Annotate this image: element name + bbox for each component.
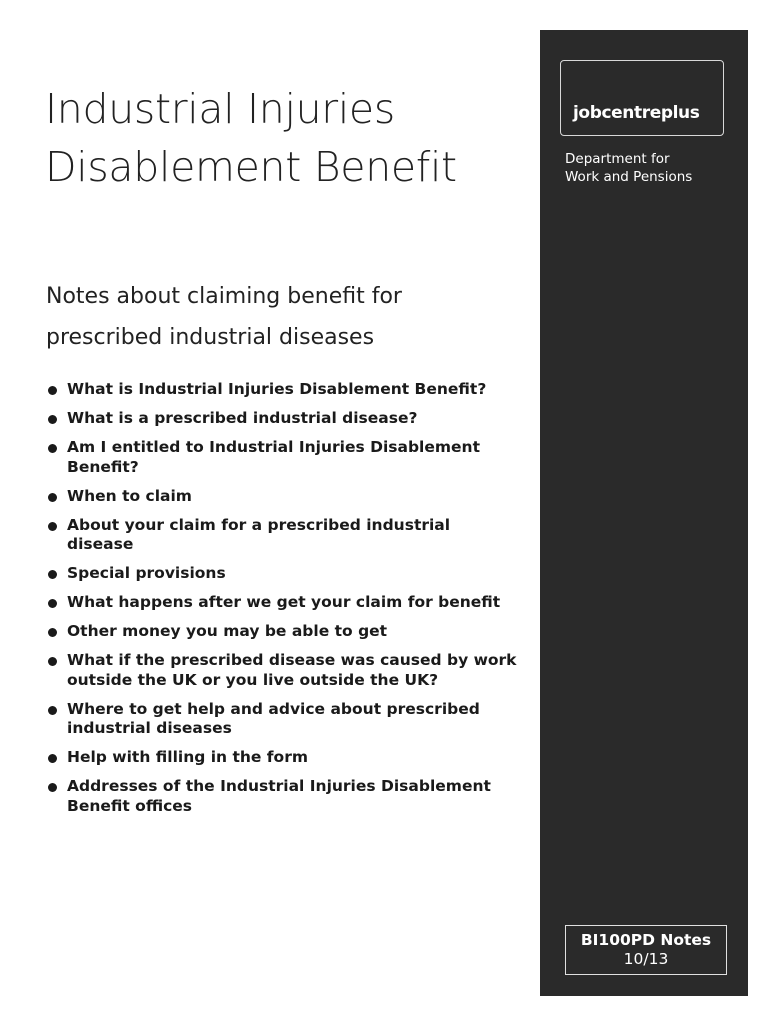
bullet-icon (48, 522, 57, 531)
contents-item (48, 622, 518, 642)
bullet-icon (48, 783, 57, 792)
contents-item-text: What is Industrial Injuries Disablement Benefit? (67, 380, 487, 398)
page-subtitle (46, 276, 516, 358)
contents-item (48, 651, 518, 690)
contents-item (48, 438, 518, 477)
bullet-icon (48, 706, 57, 715)
jobcentreplus-logo (560, 60, 724, 136)
contents-item (48, 409, 518, 429)
contents-item (48, 748, 518, 768)
contents-item-text: What is a prescribed industrial disease? (67, 409, 418, 427)
page-title (45, 80, 515, 196)
subtitle-line-2: prescribed industrial diseases (46, 325, 375, 350)
contents-item (48, 564, 518, 584)
contents-item-text: Where to get help and advice about prescribed industrial diseases (67, 699, 480, 737)
contents-item-text: Special provisions (67, 564, 226, 582)
bullet-icon (48, 599, 57, 608)
subtitle-line-1: Notes about claiming benefit for (46, 284, 402, 309)
contents-item-text: Other money you may be able to get (67, 622, 388, 640)
contents-item-text: When to claim (67, 486, 192, 505)
contents-item-text: What if the prescribed disease was caused by work outside the UK or you live outside the UK? (67, 651, 517, 689)
contents-item (48, 487, 518, 507)
contents-list (48, 380, 518, 826)
department-name (565, 150, 735, 186)
bullet-icon (48, 657, 57, 666)
title-line-2: Disablement Benefit (45, 143, 457, 191)
bullet-icon (48, 493, 57, 502)
contents-item (48, 516, 518, 555)
contents-item (48, 777, 518, 816)
sidebar (540, 30, 748, 996)
bullet-icon (48, 570, 57, 579)
contents-item-text: Am I entitled to Industrial Injuries Disablement Benefit? (67, 438, 480, 476)
bullet-icon (48, 628, 57, 637)
contents-item (48, 380, 518, 400)
title-line-1: Industrial Injuries (45, 85, 395, 133)
contents-item (48, 593, 518, 613)
department-line-1: Department for (565, 151, 670, 167)
logo-text: jobcentreplus (573, 103, 700, 123)
contents-item-text: Addresses of the Industrial Injuries Disablement Benefit offices (67, 777, 491, 815)
bullet-icon (48, 754, 57, 763)
contents-item-text: What happens after we get your claim for benefit (67, 593, 501, 611)
form-code-box (565, 925, 727, 975)
contents-item-text: About your claim for a prescribed industrial disease (67, 515, 451, 553)
form-date: 10/13 (623, 950, 669, 968)
form-code: BI100PD Notes (580, 931, 712, 949)
department-line-2: Work and Pensions (565, 169, 693, 185)
bullet-icon (48, 386, 57, 395)
contents-item (48, 700, 518, 739)
bullet-icon (48, 444, 57, 453)
contents-item-text: Help with filling in the form (67, 748, 308, 766)
bullet-icon (48, 415, 57, 424)
